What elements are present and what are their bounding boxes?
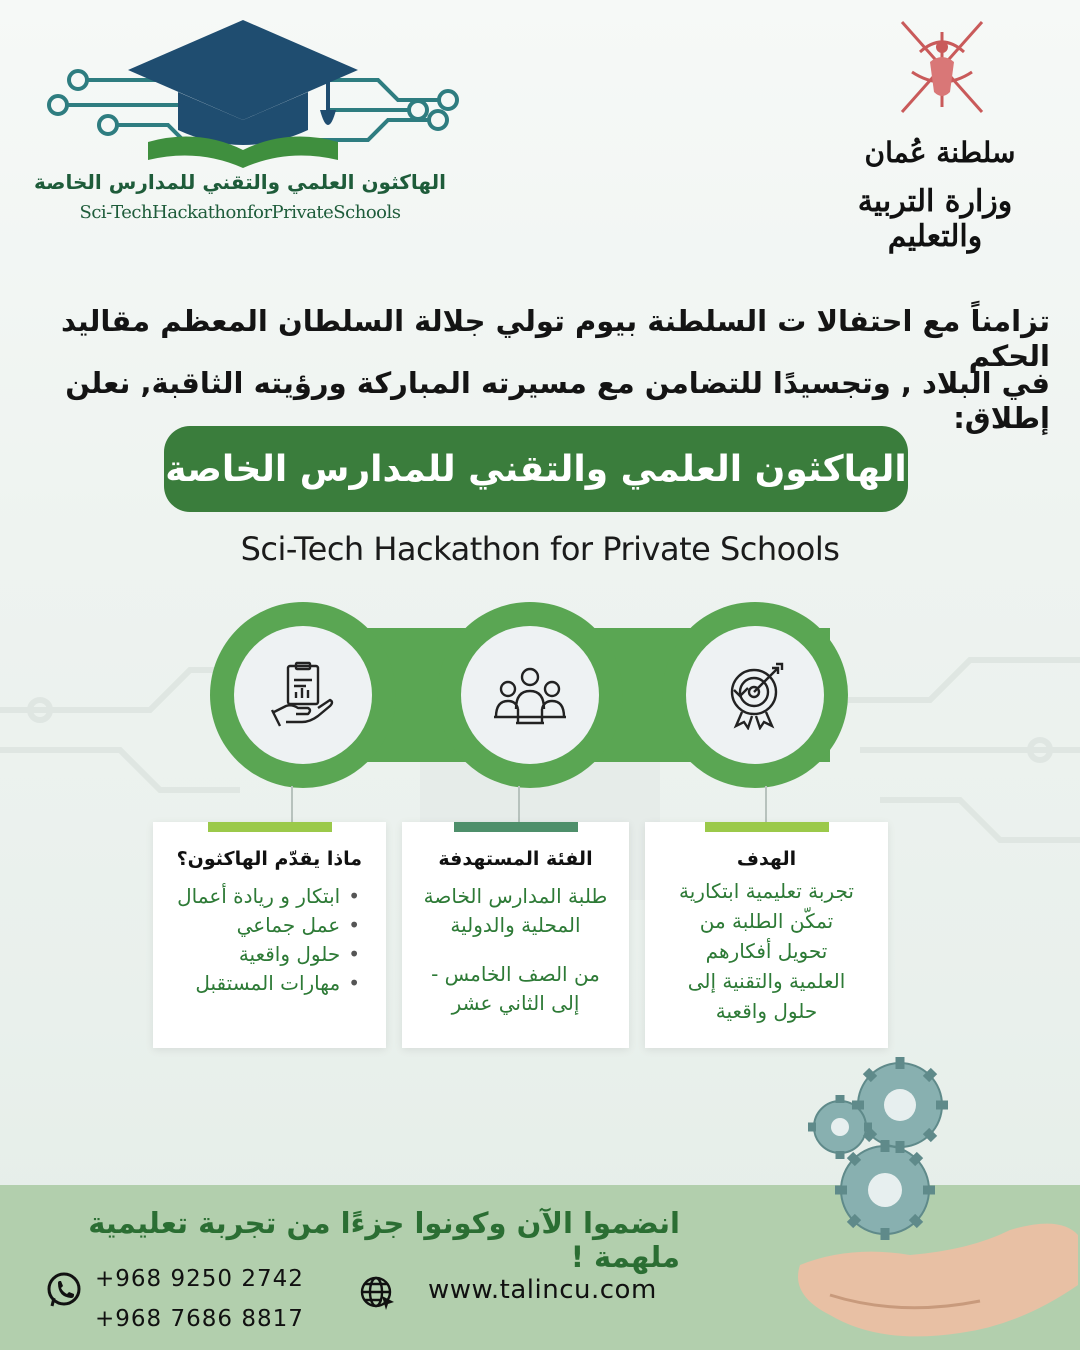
goal-line-1: تجربة تعليمية ابتكارية [679, 879, 854, 903]
card-offer-title: ماذا يقدّم الهاكثون؟ [176, 848, 362, 870]
connector-line [765, 786, 767, 822]
call-to-action: انضموا الآن وكونوا جزءًا من تجربة تعليمية ملهمة ! [88, 1206, 680, 1274]
card-accent-bar [208, 822, 332, 832]
audience-line-3: من الصف الخامس - [431, 962, 600, 986]
event-title-english: Sci-Tech Hackathon for Private Schools [240, 530, 840, 568]
globe-icon[interactable] [358, 1274, 396, 1312]
card-goal-title: الهدف [736, 848, 797, 870]
connector-line [291, 786, 293, 822]
gears-hand-illustration [760, 1055, 1080, 1350]
event-title-arabic: الهاكثون العلمي والتقني للمدارس الخاصة [165, 448, 907, 490]
list-item: • مهارات المستقبل [161, 969, 360, 998]
card-audience-title: الفئة المستهدفة [438, 848, 593, 870]
website-link[interactable]: www.talincu.com [428, 1275, 657, 1305]
card-goal [645, 822, 888, 1048]
ministry-country-name: سلطنة عُمان [864, 136, 1016, 169]
goal-line-2: تمكّن الطلبة من [699, 909, 834, 933]
list-item: • ابتكار و ريادة أعمال [161, 882, 360, 911]
event-title-banner [164, 426, 908, 512]
card-accent-bar [705, 822, 829, 832]
goal-line-3: تحويل أفكارهم [705, 939, 828, 963]
card-offer [153, 822, 386, 1048]
goal-line-4: العلمية والتقنية إلى [687, 969, 846, 993]
ring-audience [437, 602, 623, 788]
connector-line [518, 786, 520, 822]
audience-line-4: إلى الثاني عشر [451, 991, 580, 1015]
phone-number-2[interactable]: +968 7686 8817 [95, 1306, 304, 1332]
audience-line-2: المحلية والدولية [450, 913, 581, 937]
list-item: • عمل جماعي [161, 911, 360, 940]
phone-number-1[interactable]: +968 9250 2742 [95, 1266, 304, 1292]
ministry-name: وزارة التربية والتعليم [857, 184, 1013, 254]
ring-offer [210, 602, 396, 788]
audience-line-1: طلبة المدارس الخاصة [423, 884, 608, 908]
card-audience [402, 822, 629, 1048]
list-item: • حلول واقعية [161, 940, 360, 969]
goal-line-5: حلول واقعية [715, 999, 818, 1023]
whatsapp-icon[interactable] [44, 1270, 84, 1310]
oman-emblem-icon [882, 12, 1002, 130]
ring-goal [662, 602, 848, 788]
intro-line-1: تزامناً مع احتفالا ت السلطنة بيوم تولي جلالة السلطان المعظم مقاليد الحكم [60, 304, 1050, 373]
team-icon [492, 665, 568, 725]
clipboard-hand-icon [268, 660, 338, 730]
target-icon [720, 660, 790, 730]
hackathon-logo-english: Sci-TechHackathonforPrivateSchools [79, 202, 401, 223]
intro-line-2: في البلاد , وتجسيدًا للتضامن مع مسيرته المباركة ورؤيته الثاقبة, نعلن إطلاق: [65, 366, 1050, 435]
card-accent-bar [454, 822, 578, 832]
hackathon-logo-arabic: الهاكثون العلمي والتقني للمدارس الخاصة [34, 170, 446, 194]
offer-list [161, 882, 378, 998]
